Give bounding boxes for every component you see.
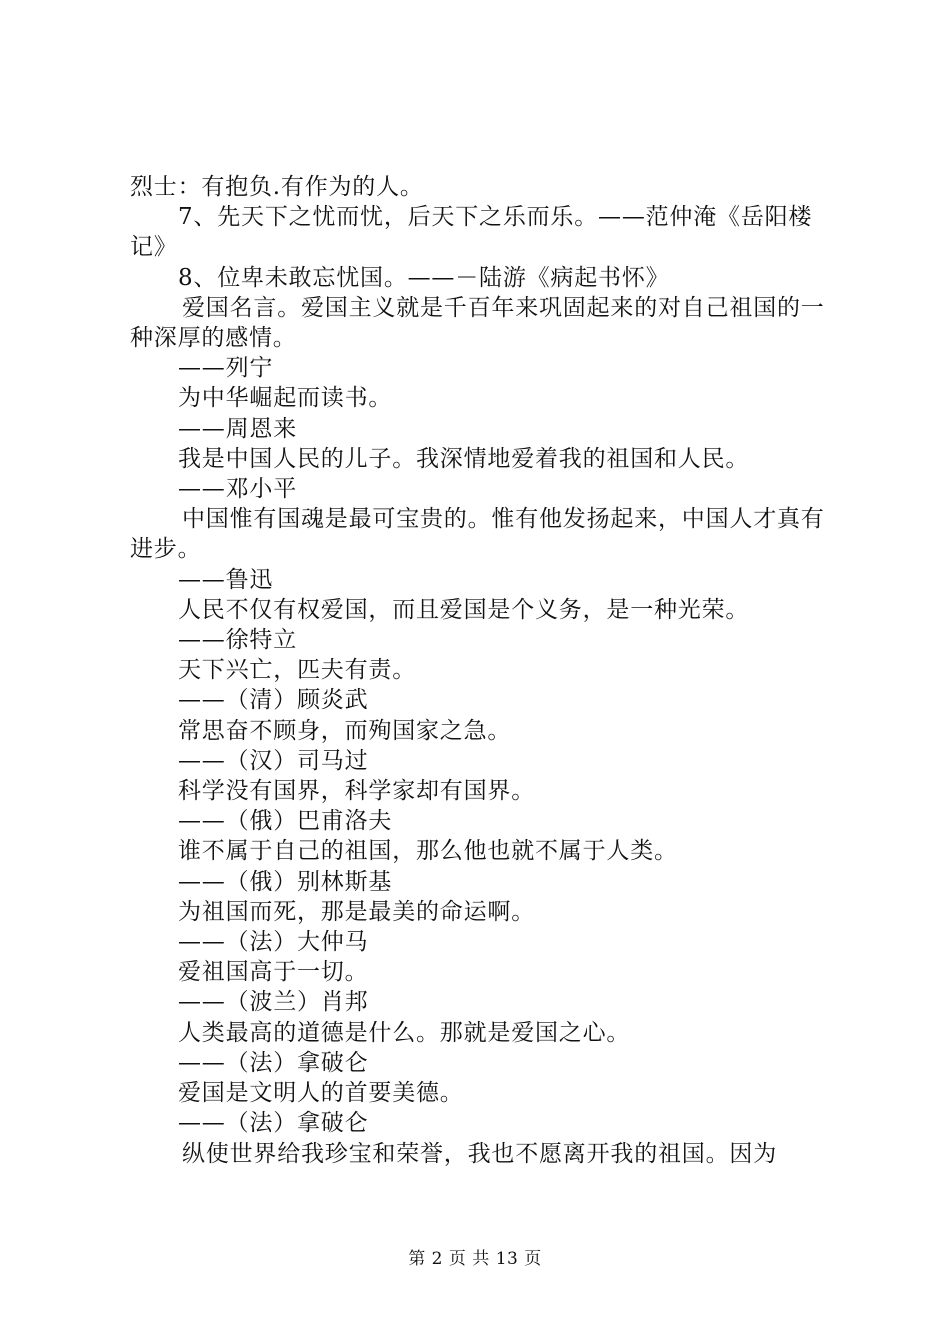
- attribution-line: ——（俄）巴甫洛夫: [178, 808, 393, 835]
- quote-line: 人类最高的道德是什么。那就是爱国之心。: [178, 1019, 631, 1046]
- attribution-line: ——列宁: [178, 355, 274, 382]
- text-line: 8、位卑未敢忘忧国。——－陆游《病起书怀》: [178, 264, 670, 291]
- quote-line: 科学没有国界，科学家却有国界。: [178, 778, 535, 805]
- quote-line: 爱祖国高于一切。: [178, 959, 369, 986]
- quote-line: 人民不仅有权爱国，而且爱国是个义务，是一种光荣。: [178, 596, 750, 623]
- quote-line: 谁不属于自己的祖国，那么他也就不属于人类。: [178, 838, 678, 865]
- attribution-line: ——鲁迅: [178, 566, 274, 593]
- attribution-line: ——（波兰）肖邦: [178, 989, 369, 1016]
- quote-line: 常思奋不顾身，而殉国家之急。: [178, 717, 512, 744]
- quote-line: 爱国是文明人的首要美德。: [178, 1080, 464, 1107]
- quote-line: 为中华崛起而读书。: [178, 385, 393, 412]
- quote-line: 为祖国而死，那是最美的命运啊。: [178, 898, 535, 925]
- quote-line: 中国惟有国魂是最可宝贵的。惟有他发扬起来，中国人才真有进步。: [130, 506, 825, 563]
- attribution-line: ——（汉）司马过: [178, 747, 369, 774]
- quote-line: 纵使世界给我珍宝和荣誉，我也不愿离开我的祖国。因为: [182, 1140, 777, 1167]
- page-number-footer: 第 2 页 共 13 页: [408, 1249, 542, 1269]
- text-line: 7、先天下之忧而忧，后天下之乐而乐。——范仲淹《岳阳楼记》: [130, 204, 813, 261]
- attribution-line: ——（法）大仲马: [178, 929, 369, 956]
- text-line: 爱国名言。爱国主义就是千百年来巩固起来的对自己祖国的一种深厚的感情。: [130, 294, 825, 352]
- attribution-line: ——（法）拿破仑: [178, 1110, 369, 1137]
- attribution-line: ——（清）顾炎武: [178, 687, 369, 714]
- attribution-line: ——徐特立: [178, 627, 297, 654]
- text-line: 烈士：有抱负.有作为的人。: [130, 174, 424, 200]
- document-body: [130, 172, 835, 1169]
- quote-line: 天下兴亡，匹夫有责。: [178, 657, 416, 684]
- attribution-line: ——邓小平: [178, 476, 297, 503]
- attribution-line: ——（法）拿破仑: [178, 1049, 369, 1076]
- attribution-line: ——（俄）别林斯基: [178, 868, 393, 895]
- quote-line: 我是中国人民的儿子。我深情地爱着我的祖国和人民。: [178, 445, 750, 472]
- attribution-line: ——周恩来: [178, 415, 297, 442]
